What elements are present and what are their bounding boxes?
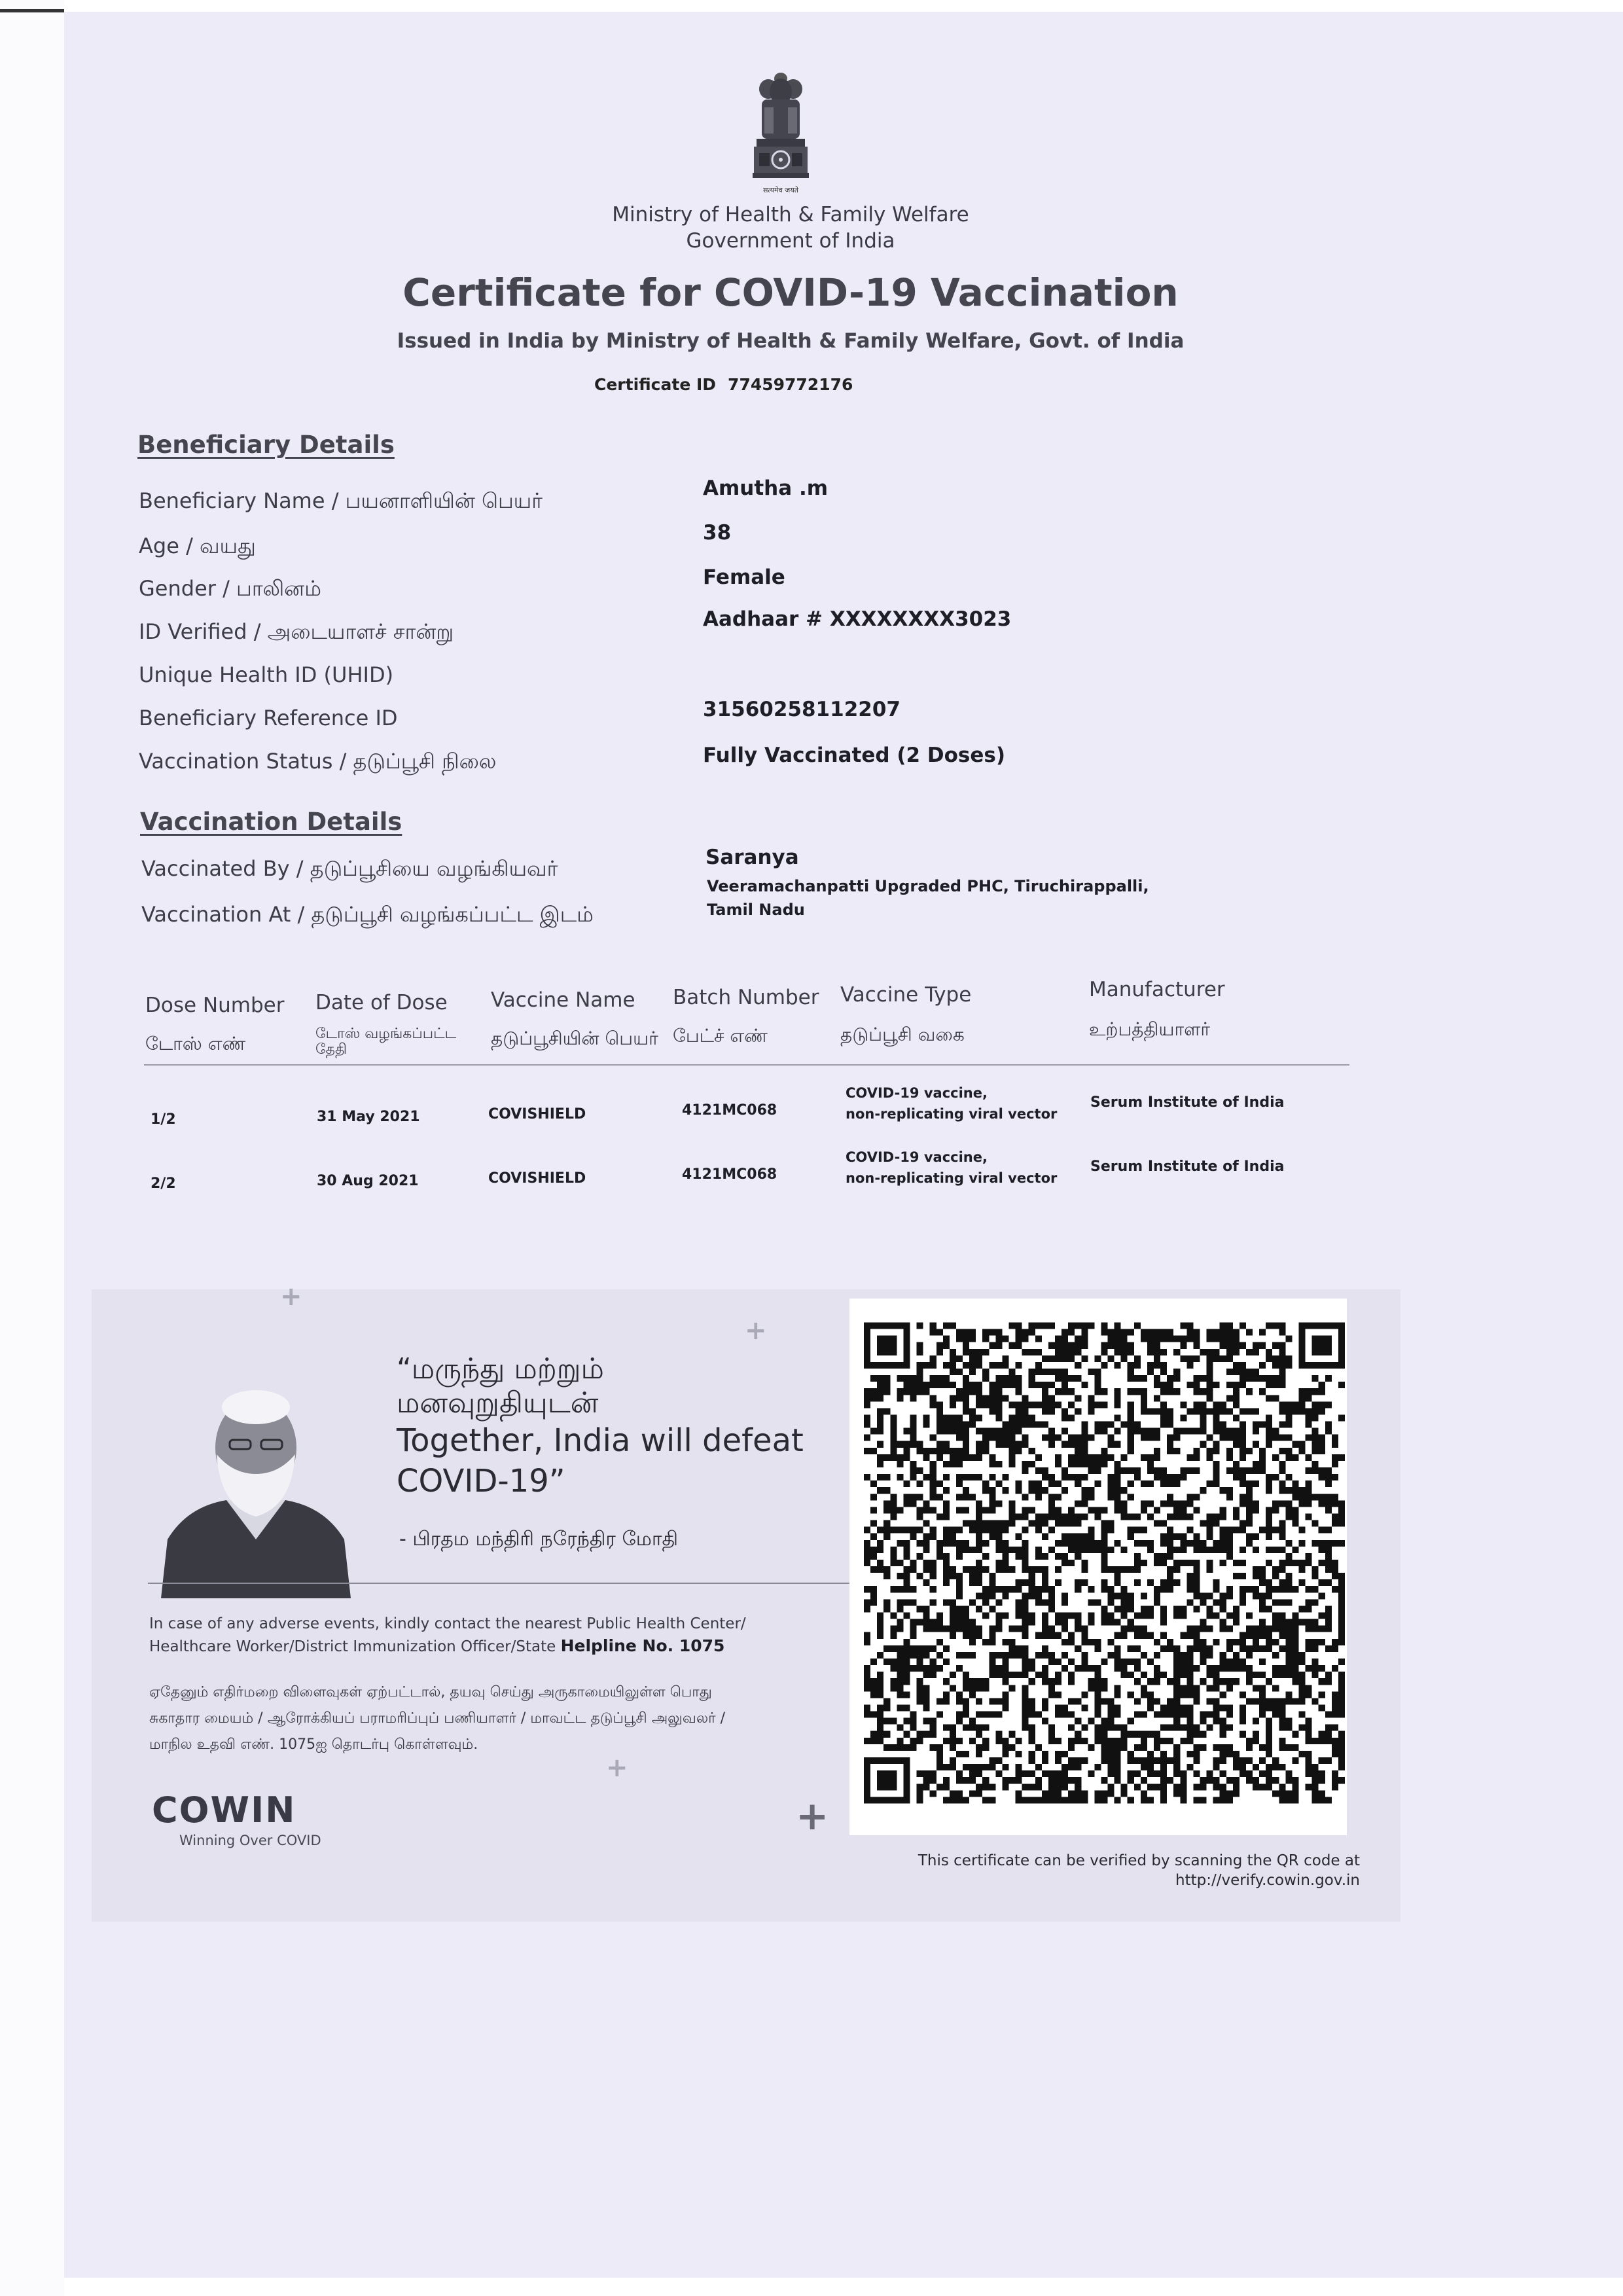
advisory-ta-line2: சுகாதார மையம் / ஆரோக்கியப் பராமரிப்புப் பணியாளர் / மாவட்ட தடுப்பூசி அலுவலர் / (149, 1710, 726, 1727)
scan-edge-mark (0, 9, 64, 12)
th-manufacturer: Manufacturer (1089, 978, 1225, 1001)
row2-vaccine-type (846, 1147, 1057, 1189)
row1-date: 31 May 2021 (317, 1109, 420, 1125)
adverse-events-advisory-ta (149, 1679, 908, 1758)
row1-dose: 1/2 (151, 1111, 176, 1128)
row1-vaccine-type (846, 1083, 1057, 1124)
ministry-name: Ministry of Health & Family Welfare (612, 203, 969, 226)
row1-vaccine-name: COVISHIELD (488, 1106, 586, 1122)
pm-quote (397, 1352, 868, 1501)
beneficiary-reference-value: 31560258112207 (703, 698, 901, 721)
scan-edge (0, 0, 64, 2296)
plus-icon: + (745, 1316, 767, 1346)
vaccination-status-value: Fully Vaccinated (2 Doses) (703, 744, 1006, 767)
plus-icon: + (280, 1282, 302, 1312)
th-date-of-dose: Date of Dose (315, 991, 448, 1014)
advisory-line1: In case of any adverse events, kindly contact the nearest Public Health Center/ (149, 1615, 746, 1632)
certificate-id-label: Certificate ID (594, 375, 717, 394)
verification-qr-code[interactable] (864, 1314, 1345, 1812)
vaccination-at-line1: Veeramachanpatti Upgraded PHC, Tiruchirappalli, (707, 877, 1149, 895)
age-value: 38 (703, 521, 732, 545)
row2-manufacturer: Serum Institute of India (1090, 1158, 1285, 1175)
age-label: Age / வயது (139, 533, 256, 558)
th-batch-number-ta: பேட்ச் எண் (673, 1025, 768, 1047)
row1-vaccine-type-l1: COVID-19 vaccine, (846, 1085, 988, 1101)
th-dose-number-ta: டோஸ் எண் (145, 1033, 246, 1054)
gender-value: Female (703, 565, 785, 589)
th-batch-number: Batch Number (673, 986, 819, 1009)
plus-icon: + (606, 1753, 628, 1783)
vaccination-details-heading: Vaccination Details (140, 808, 402, 836)
vaccination-at-value (707, 874, 1149, 922)
pm-quote-en-line1: Together, India will defeat (397, 1422, 804, 1459)
row2-date: 30 Aug 2021 (317, 1173, 419, 1189)
vaccination-at-line2: Tamil Nadu (707, 901, 805, 919)
certificate-title: Certificate for COVID-19 Vaccination (402, 270, 1179, 315)
th-vaccine-type: Vaccine Type (840, 983, 972, 1007)
table-header-rule (144, 1064, 1349, 1066)
adverse-events-advisory (149, 1613, 908, 1658)
gender-label: Gender / பாலினம் (139, 576, 321, 601)
verification-note (784, 1851, 1360, 1890)
row2-vaccine-type-l1: COVID-19 vaccine, (846, 1149, 988, 1165)
helpline-number: Helpline No. 1075 (560, 1636, 725, 1655)
th-vaccine-type-ta: தடுப்பூசி வகை (840, 1024, 965, 1045)
national-emblem-icon (745, 69, 817, 204)
th-date-of-dose-ta: டோஸ் வழங்கப்பட்ட தேதி (315, 1026, 457, 1058)
pm-quote-attribution: - பிரதம மந்திரி நரேந்திர மோதி (399, 1528, 679, 1551)
certificate-subtitle: Issued in India by Ministry of Health & Family Welfare, Govt. of India (397, 329, 1185, 353)
id-verified-value: Aadhaar # XXXXXXXX3023 (703, 607, 1012, 631)
beneficiary-name-value: Amutha .m (703, 476, 829, 500)
plus-icon: + (796, 1793, 829, 1839)
id-verified-label: ID Verified / அடையாளச் சான்று (139, 619, 454, 644)
certificate-page (64, 12, 1623, 2278)
certificate-id (594, 375, 853, 394)
verification-note-line1: This certificate can be verified by scanning the QR code at (918, 1852, 1360, 1869)
advisory-ta-line1: ஏதேனும் எதிர்மறை விளைவுகள் ஏற்பட்டால், தயவு செய்து அருகாமையிலுள்ள பொது (149, 1684, 712, 1700)
th-manufacturer-ta: உற்பத்தியாளர் (1089, 1018, 1211, 1040)
row2-vaccine-name: COVISHIELD (488, 1170, 586, 1187)
government-name: Government of India (686, 229, 895, 253)
certificate-id-value: 77459772176 (728, 375, 853, 394)
th-dose-number: Dose Number (145, 994, 285, 1017)
vaccination-at-label: Vaccination At / தடுப்பூசி வழங்கப்பட்ட இடம் (141, 902, 594, 927)
row2-batch: 4121MC068 (682, 1166, 777, 1183)
pm-quote-ta-line2: மனவுறுதியுடன் (397, 1386, 599, 1420)
emblem-motto: सत्यमेव जयते (762, 186, 799, 194)
pm-quote-en-line2: COVID-19” (397, 1463, 565, 1499)
cowin-logo: COWIN (152, 1789, 296, 1831)
beneficiary-name-label: Beneficiary Name / பயனாளியின் பெயர் (139, 488, 543, 513)
row1-manufacturer: Serum Institute of India (1090, 1094, 1285, 1111)
th-vaccine-name-ta: தடுப்பூசியின் பெயர் (491, 1028, 658, 1049)
cowin-tagline: Winning Over COVID (179, 1833, 321, 1848)
portrait-photo (148, 1376, 361, 1598)
beneficiary-details-heading: Beneficiary Details (137, 431, 395, 459)
beneficiary-reference-label: Beneficiary Reference ID (139, 706, 398, 730)
row1-vaccine-type-l2: non-replicating viral vector (846, 1106, 1058, 1122)
advisory-ta-line3: மாநில உதவி எண். 1075ஐ தொடர்பு கொள்ளவும். (149, 1736, 478, 1753)
verification-url[interactable]: http://verify.cowin.gov.in (1175, 1872, 1360, 1889)
row2-dose: 2/2 (151, 1175, 176, 1192)
row1-batch: 4121MC068 (682, 1102, 777, 1119)
vaccinated-by-value: Saranya (705, 846, 799, 869)
uhid-label: Unique Health ID (UHID) (139, 662, 394, 687)
advisory-line2-text: Healthcare Worker/District Immunization Officer/State (149, 1638, 556, 1655)
vaccinated-by-label: Vaccinated By / தடுப்பூசியை வழங்கியவர் (141, 856, 558, 881)
vaccination-status-label: Vaccination Status / தடுப்பூசி நிலை (139, 749, 497, 774)
advisory-line2 (149, 1635, 908, 1658)
row2-vaccine-type-l2: non-replicating viral vector (846, 1170, 1058, 1186)
pm-quote-ta-line1: “மருந்து மற்றும் (397, 1352, 604, 1386)
footer-divider (148, 1583, 887, 1584)
th-vaccine-name: Vaccine Name (491, 988, 635, 1012)
